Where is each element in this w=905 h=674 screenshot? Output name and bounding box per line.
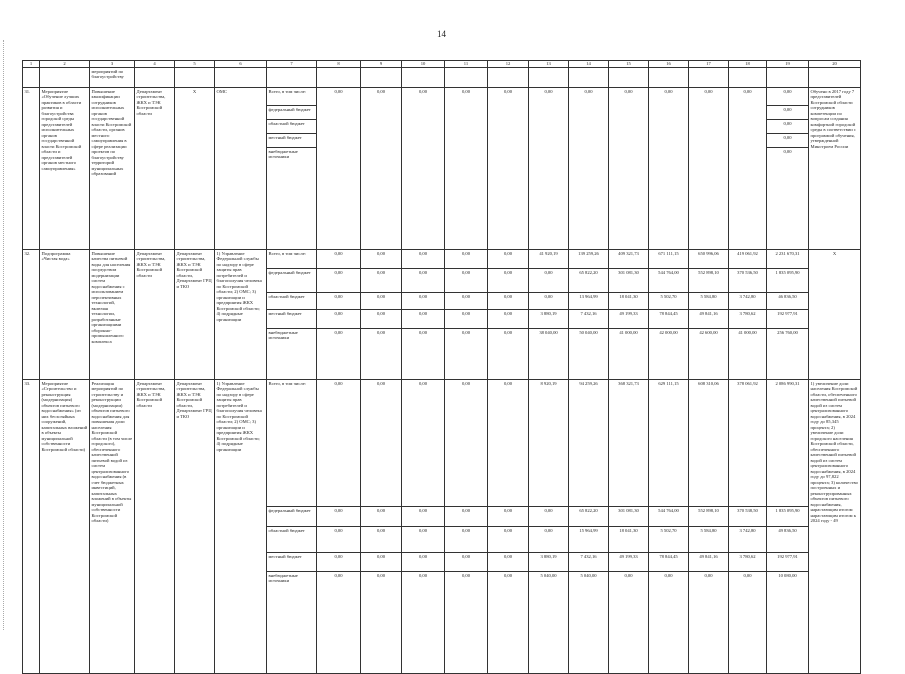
amount-cell: 0,00	[361, 380, 402, 507]
amount-cell: 13 964,99	[569, 293, 609, 310]
amount-cell: 0,00	[317, 553, 361, 572]
column-number: 10	[402, 61, 445, 68]
responsible-executor: Департамент строительства, ЖКХ и ТЭК Костромской области	[135, 380, 175, 674]
amount-cell: 552 898,10	[689, 507, 729, 527]
funding-source: внебюджетные источники	[267, 329, 317, 380]
column-number: 1	[23, 61, 40, 68]
column-number: 2	[40, 61, 90, 68]
amount-cell: 0,00	[445, 380, 488, 507]
empty-cell	[569, 68, 609, 88]
amount-cell: 0,00	[445, 269, 488, 293]
empty-cell	[23, 68, 40, 88]
responsible-executor: Департамент строительства, ЖКХ и ТЭК Костромской области	[135, 250, 175, 380]
amount-cell: 0,00	[649, 88, 689, 250]
amount-cell: 0,00	[402, 572, 445, 674]
column-number: 8	[317, 61, 361, 68]
amount-cell: 1 835 095,90	[767, 507, 809, 527]
amount-cell: 0,00	[649, 572, 689, 674]
amount-cell: 3 780,62	[729, 310, 767, 329]
measure-name: Мероприятие «Строительство и реконструкция (модернизация) объектов питьевого водоснабжения» (из них бесхозяйных сооружений, капитальных вложений в объекты муниципальной собственности Костромской области)	[40, 380, 90, 674]
amount-cell: 3 742,80	[729, 293, 767, 310]
amount-cell: 0,00	[445, 293, 488, 310]
amount-cell: 0,00	[488, 293, 529, 310]
amount-cell: 0,00	[729, 572, 767, 674]
funding-source: областной бюджет	[267, 293, 317, 310]
funding-source: областной бюджет	[267, 120, 317, 134]
amount-cell: 42 000,00	[649, 329, 689, 380]
amount-cell: 370 536,50	[729, 269, 767, 293]
funding-source: местный бюджет	[267, 134, 317, 148]
amount-cell: 2 231 670,31	[767, 250, 809, 269]
empty-cell	[529, 68, 569, 88]
amount-cell: 0,00	[445, 250, 488, 269]
amount-cell: 0,00	[488, 527, 529, 553]
amount-cell: 552 898,10	[689, 269, 729, 293]
funding-source: федеральный бюджет	[267, 507, 317, 527]
amount-cell: 0,00	[767, 106, 809, 120]
amount-cell: 0,00	[402, 527, 445, 553]
amount-cell: 0,00	[317, 572, 361, 674]
amount-cell: 0,00	[361, 527, 402, 553]
column-number: 15	[609, 61, 649, 68]
amount-cell: 0,00	[445, 88, 488, 250]
measure-name: Подпрограмма «Чистая вода»	[40, 250, 90, 380]
amount-cell: 0,00	[767, 88, 809, 106]
amount-cell: 0,00	[402, 293, 445, 310]
funding-source: федеральный бюджет	[267, 106, 317, 120]
participant: 1) Управление Федеральной службы по надзору в сфере защиты прав потребителей и благополучия человека по Костромской области; 2) ОМС; 3) организации и предприятия ЖКХ Костромской области; 4) подрядные организации	[215, 250, 267, 380]
co-executor: Департамент строительства, ЖКХ и ТЭК Костромской области, Департамент ГРЦ и ТКО	[175, 250, 215, 380]
column-number: 5	[175, 61, 215, 68]
empty-cell	[445, 68, 488, 88]
amount-cell: 49 199,33	[609, 310, 649, 329]
amount-cell: 49 199,33	[609, 553, 649, 572]
amount-cell: 256 760,00	[767, 329, 809, 380]
amount-cell: 0,00	[361, 329, 402, 380]
amount-cell: 0,00	[361, 310, 402, 329]
amount-cell: 0,00	[488, 380, 529, 507]
column-number: 7	[267, 61, 317, 68]
amount-cell: 0,00	[317, 310, 361, 329]
empty-cell	[488, 68, 529, 88]
amount-cell: 38 040,00	[529, 329, 569, 380]
amount-cell: 3 742,80	[729, 527, 767, 553]
column-number: 9	[361, 61, 402, 68]
empty-cell	[809, 68, 861, 88]
expected-result: X	[809, 250, 861, 380]
amount-cell: 0,00	[689, 88, 729, 250]
amount-cell: 50 040,00	[569, 329, 609, 380]
amount-cell: 0,00	[361, 88, 402, 250]
amount-cell: 368 321,73	[609, 380, 649, 507]
column-number: 12	[488, 61, 529, 68]
table-row	[23, 250, 861, 269]
amount-cell: 49 836,50	[767, 527, 809, 553]
amount-cell: 0,00	[402, 380, 445, 507]
amount-cell: 5 584,80	[689, 293, 729, 310]
funding-source: внебюджетные источники	[267, 148, 317, 250]
amount-cell: 3 880,19	[529, 310, 569, 329]
amount-cell: 49 841,16	[689, 310, 729, 329]
amount-cell: 671 111,15	[649, 250, 689, 269]
amount-cell: 0,00	[767, 134, 809, 148]
amount-cell: 42 600,00	[689, 329, 729, 380]
amount-cell: 8 920,19	[529, 380, 569, 507]
amount-cell: 41 000,00	[729, 329, 767, 380]
amount-cell: 0,00	[445, 329, 488, 380]
amount-cell: 0,00	[569, 88, 609, 250]
amount-cell: 5 502,70	[649, 527, 689, 553]
amount-cell: 0,00	[488, 88, 529, 250]
amount-cell: 5 584,80	[689, 527, 729, 553]
empty-cell	[609, 68, 649, 88]
amount-cell: 0,00	[402, 507, 445, 527]
amount-cell: 41 000,00	[609, 329, 649, 380]
measure-goal: Повышение качества питьевой воды для населения посредством модернизации систем водоснабжения с использованием перспективных технологий, включая технологии, разработанные организациями оборонно-промышленного комплекса	[90, 250, 135, 380]
amount-cell: 0,00	[609, 572, 649, 674]
amount-cell: 3 880,19	[529, 553, 569, 572]
amount-cell: 0,00	[317, 380, 361, 507]
empty-cell	[267, 68, 317, 88]
amount-cell: 0,00	[317, 269, 361, 293]
amount-cell: 1 835 095,90	[767, 269, 809, 293]
amount-cell: 10 080,00	[767, 572, 809, 674]
expected-result: Обучено в 2017 году 7 представителей Костромской области сотрудников компетенции по вопросам создания комфортной городской среды в соответствии с программой обучения, утвержденной Минстроем России	[809, 88, 861, 250]
amount-cell: 0,00	[529, 527, 569, 553]
column-number-row	[23, 61, 861, 68]
amount-cell: 629 111,15	[649, 380, 689, 507]
amount-cell: 0,00	[488, 269, 529, 293]
column-number: 13	[529, 61, 569, 68]
amount-cell: 370 538,50	[729, 507, 767, 527]
amount-cell: 0,00	[767, 148, 809, 250]
amount-cell: 0,00	[689, 572, 729, 674]
scan-edge-line	[3, 40, 5, 630]
column-number: 18	[729, 61, 767, 68]
amount-cell: 0,00	[361, 572, 402, 674]
amount-cell: 0,00	[767, 120, 809, 134]
page-number: 14	[437, 29, 446, 39]
empty-cell	[175, 68, 215, 88]
amount-cell: 7 432,16	[569, 310, 609, 329]
empty-cell	[135, 68, 175, 88]
row-number: 32.	[23, 250, 40, 380]
amount-cell: 0,00	[529, 293, 569, 310]
funding-source: Всего, в том числе:	[267, 250, 317, 269]
amount-cell: 0,00	[361, 269, 402, 293]
amount-cell: 3 780,62	[729, 553, 767, 572]
amount-cell: 0,00	[529, 88, 569, 250]
column-number: 3	[90, 61, 135, 68]
amount-cell: 0,00	[402, 329, 445, 380]
column-number: 4	[135, 61, 175, 68]
column-number: 19	[767, 61, 809, 68]
empty-cell	[40, 68, 90, 88]
amount-cell: 419 061,92	[729, 250, 767, 269]
amount-cell: 0,00	[402, 88, 445, 250]
amount-cell: 0,00	[488, 553, 529, 572]
amount-cell: 94 259,26	[569, 380, 609, 507]
expected-result: 1) увеличение доли населения Костромской области, обеспеченного качественной питьевой водой из систем централизованного водоснабжения, в 2024 году до 85,345 процента; 2) увеличение доли городского населения Костромской области, обеспеченного качественной питьевой водой из систем централизованного водоснабжения, в 2024 году до 97,822 процента; 3) количество построенных и реконструированных объектов питьевого водоснабжения, нарастающим итогом нарастающим итогом к 2024 году - 49	[809, 380, 861, 674]
amount-cell: 192 977,91	[767, 553, 809, 572]
funding-source: местный бюджет	[267, 310, 317, 329]
amount-cell: 0,00	[445, 310, 488, 329]
amount-cell: 0,00	[488, 329, 529, 380]
amount-cell: 650 996,06	[689, 250, 729, 269]
amount-cell: 5 502,70	[649, 293, 689, 310]
amount-cell: 0,00	[488, 310, 529, 329]
amount-cell: 65 822,20	[569, 507, 609, 527]
column-number: 14	[569, 61, 609, 68]
budget-table	[22, 60, 861, 674]
empty-cell	[361, 68, 402, 88]
amount-cell: 7 432,16	[569, 553, 609, 572]
carry-over-text: мероприятий по благоустройству	[90, 68, 135, 88]
column-number: 17	[689, 61, 729, 68]
amount-cell: 78 844,45	[649, 553, 689, 572]
amount-cell: 0,00	[361, 507, 402, 527]
amount-cell: 139 259,26	[569, 250, 609, 269]
amount-cell: 0,00	[317, 329, 361, 380]
empty-cell	[729, 68, 767, 88]
amount-cell: 18 041,30	[609, 527, 649, 553]
funding-source: федеральный бюджет	[267, 269, 317, 293]
funding-source: Всего, в том числе:	[267, 380, 317, 507]
amount-cell: 0,00	[488, 507, 529, 527]
co-executor: Департамент строительства, ЖКХ и ТЭК Костромской области, Департамент ГРЦ и ТКО	[175, 380, 215, 674]
empty-cell	[689, 68, 729, 88]
funding-source: Всего, в том числе:	[267, 88, 317, 106]
amount-cell: 0,00	[402, 250, 445, 269]
empty-cell	[767, 68, 809, 88]
amount-cell: 15 964,99	[569, 527, 609, 553]
amount-cell: 0,00	[361, 293, 402, 310]
participant: 1) Управление Федеральной службы по надзору в сфере защиты прав потребителей и благополучия человека по Костромской области; 2) ОМС; 3) организации и предприятия ЖКХ Костромской области; 4) подрядные организации	[215, 380, 267, 674]
amount-cell: 0,00	[317, 88, 361, 250]
column-number: 16	[649, 61, 689, 68]
amount-cell: 301 081,30	[609, 269, 649, 293]
amount-cell: 18 041,30	[609, 293, 649, 310]
column-number: 6	[215, 61, 267, 68]
amount-cell: 0,00	[317, 527, 361, 553]
carry-over-row	[23, 68, 861, 88]
participant: ОМС	[215, 88, 267, 250]
empty-cell	[317, 68, 361, 88]
co-executor: X	[175, 88, 215, 250]
amount-cell: 2 086 990,31	[767, 380, 809, 507]
amount-cell: 0,00	[529, 269, 569, 293]
amount-cell: 0,00	[361, 250, 402, 269]
empty-cell	[649, 68, 689, 88]
column-number: 11	[445, 61, 488, 68]
amount-cell: 0,00	[445, 507, 488, 527]
funding-source: областной бюджет	[267, 527, 317, 553]
amount-cell: 0,00	[317, 250, 361, 269]
amount-cell: 544 764,00	[649, 269, 689, 293]
amount-cell: 0,00	[317, 507, 361, 527]
amount-cell: 0,00	[402, 553, 445, 572]
amount-cell: 0,00	[729, 88, 767, 250]
amount-cell: 0,00	[488, 250, 529, 269]
measure-goal: Реализация мероприятий по строительству и реконструкции (модернизации) объектов питьевого водоснабжения для повышения доли населения Костромской области (в том числе городского), обеспеченного качественной питьевой водой из систем централизованного водоснабжения (в счет бюджетных инвестиций, капитальных вложений в объекты муниципальной собственности Костромской области)	[90, 380, 135, 674]
amount-cell: 301 081,30	[609, 507, 649, 527]
amount-cell: 192 977,91	[767, 310, 809, 329]
table-row	[23, 380, 861, 507]
empty-cell	[402, 68, 445, 88]
amount-cell: 378 061,92	[729, 380, 767, 507]
amount-cell: 0,00	[317, 293, 361, 310]
amount-cell: 0,00	[445, 553, 488, 572]
amount-cell: 0,00	[402, 310, 445, 329]
amount-cell: 46 836,50	[767, 293, 809, 310]
table-row	[23, 88, 861, 106]
row-number: 33.	[23, 380, 40, 674]
amount-cell: 65 822,20	[569, 269, 609, 293]
amount-cell: 608 310,06	[689, 380, 729, 507]
amount-cell: 0,00	[609, 88, 649, 250]
amount-cell: 0,00	[402, 269, 445, 293]
amount-cell: 49 841,16	[689, 553, 729, 572]
amount-cell: 0,00	[529, 507, 569, 527]
funding-source: местный бюджет	[267, 553, 317, 572]
amount-cell: 78 844,45	[649, 310, 689, 329]
amount-cell: 41 920,19	[529, 250, 569, 269]
empty-cell	[215, 68, 267, 88]
responsible-executor: Департамент строительства, ЖКХ и ТЭК Костромской области	[135, 88, 175, 250]
amount-cell: 0,00	[445, 572, 488, 674]
amount-cell: 0,00	[361, 553, 402, 572]
amount-cell: 0,00	[445, 527, 488, 553]
measure-goal: Повышение квалификации сотрудников исполнительных органов государственной власти Костромской области, органов местного самоуправления в сфере реализации проектов по благоустройству территорий муниципальных образований	[90, 88, 135, 250]
measure-name: Мероприятие «Обучение лучших практиков в области развития и благоустройства городской среды представителей исполнительных органов государственной власти Костромской области и представителей органов местного самоуправления»	[40, 88, 90, 250]
amount-cell: 5 040,00	[569, 572, 609, 674]
row-number: 31.	[23, 88, 40, 250]
amount-cell: 544 764,00	[649, 507, 689, 527]
funding-source: внебюджетные источники	[267, 572, 317, 674]
amount-cell: 5 040,00	[529, 572, 569, 674]
amount-cell: 409 321,73	[609, 250, 649, 269]
column-number: 20	[809, 61, 861, 68]
amount-cell: 0,00	[488, 572, 529, 674]
